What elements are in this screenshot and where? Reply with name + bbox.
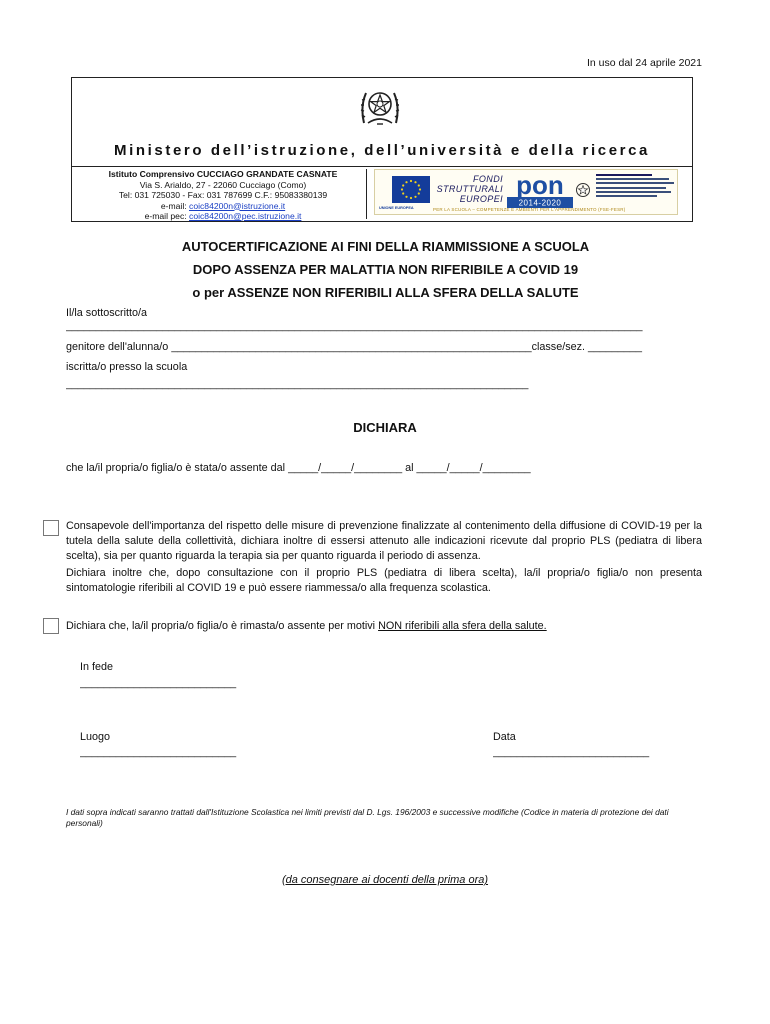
pon-years: 2014-2020	[518, 198, 562, 208]
eu-flag-icon	[392, 176, 430, 203]
parent-label: genitore dell'alunna/o	[66, 341, 172, 353]
title-line-2: DOPO ASSENZA PER MALATTIA NON RIFERIBILE A COVID 19	[192, 262, 579, 277]
school-pec-row	[80, 211, 366, 222]
option-medical-checkbox[interactable]	[43, 520, 59, 536]
undersigned-label: Il/la sottoscritto/a	[66, 307, 148, 319]
option-medical-paragraph-2: Dichiara inoltre che, dopo consultazione con il proprio PLS (pediatra di libera scelta), la/il propria/o figlia/o non presenta sintomatologie riferibili al COVID 19 e può essere riammessa/o alla frequenza scolastica.	[66, 567, 702, 594]
place-input-line[interactable]: __________________________	[80, 746, 237, 758]
privacy-note: I dati sopra indicati saranno trattati dall'Istituzione Scolastica nei limiti previsti dal D. Lgs. 196/2003 e successive modifiche (Codice in materia di protezione dei dati personali)	[66, 807, 669, 828]
data-label: Data	[493, 731, 516, 743]
signature-input-line[interactable]: __________________________	[80, 677, 237, 689]
school-info	[80, 169, 367, 219]
option-non-health-text	[66, 619, 702, 634]
parent-row	[66, 341, 702, 353]
luogo-label: Luogo	[80, 731, 111, 743]
school-name: Istituto Comprensivo CUCCIAGO GRANDATE CASNATE	[108, 169, 338, 179]
pupil-name-input-line[interactable]: ____________________________________________________________	[171, 341, 532, 353]
republic-emblem-small-icon	[575, 182, 591, 198]
ministry-title: Ministero dell’istruzione, dell’università e della ricerca	[114, 142, 650, 159]
declaration-heading: DICHIARA	[353, 420, 417, 435]
in-fede-label: In fede	[80, 661, 114, 673]
pon-funding-banner	[374, 169, 678, 215]
letterhead-box	[71, 77, 693, 222]
delivery-note: (da consegnare ai docenti della prima ora)	[281, 874, 489, 886]
date-input-line[interactable]: __________________________	[493, 746, 650, 758]
class-label: classe/sez.	[531, 341, 589, 353]
pec-label: e-mail pec:	[144, 211, 190, 221]
school-pec-link[interactable]: coic84200n@pec.istruzione.it	[189, 211, 302, 221]
enrolled-label: iscritta/o presso la scuola	[66, 361, 188, 373]
miur-text-mark	[596, 174, 674, 199]
header-divider	[72, 166, 692, 167]
fondi-line-3: EUROPEI	[459, 194, 503, 204]
school-address: Via S. Arialdo, 27 - 22060 Cucciago (Como)	[139, 179, 307, 190]
class-input-line[interactable]: _________	[588, 341, 643, 353]
option-non-health-prefix: Dichiara che, la/il propria/o figlia/o è rimasta/o assente per motivi	[66, 620, 379, 632]
school-phone: Tel: 031 725030 - Fax: 031 787699 C.F.: 95083380139	[118, 190, 328, 200]
school-email-row	[80, 201, 366, 212]
absence-dates-line[interactable]: che la/il propria/o figlia/o è stata/o assente dal _____/_____/________ al _____/_____/________	[66, 462, 531, 474]
email-label: e-mail:	[160, 200, 190, 211]
pon-logo-icon	[507, 172, 573, 208]
school-email-link[interactable]: coic84200n@istruzione.it	[189, 200, 286, 211]
option-non-health-checkbox[interactable]	[43, 618, 59, 634]
usage-date-note: In uso dal 24 aprile 2021	[586, 57, 702, 69]
option-medical-paragraph-1: Consapevole dell'importanza del rispetto delle misure di prevenzione finalizzate al contenimento della diffusione di COVID-19 per la tutela della salute della collettività, dichiara inoltre di essersi attenuto alle indicazioni ricevute dal proprio PLS (pediatra di libera scelta), sia per quanto riguarda la terapia sia per quanto riguarda il periodo di assenza.	[66, 520, 702, 562]
school-input-line[interactable]: _____________________________________________________________________________	[66, 378, 529, 390]
fondi-line-1: FONDI	[473, 174, 503, 184]
fondi-strutturali-logo	[433, 174, 503, 204]
undersigned-input-line[interactable]: ________________________________________________________________________________________________	[66, 320, 643, 332]
banner-footer-mark: PER LA SCUOLA – COMPETENZE E AMBIENTI PER L'APPRENDIMENTO (FSE-FESR)	[433, 207, 626, 212]
fondi-line-2: STRUTTURALI	[436, 184, 503, 194]
italian-republic-emblem-icon	[360, 83, 400, 127]
title-line-1: AUTOCERTIFICAZIONE AI FINI DELLA RIAMMISSIONE A SCUOLA	[181, 239, 590, 254]
pon-word: pon	[516, 172, 564, 200]
eu-caption-mark: UNIONE EUROPEA	[379, 206, 414, 210]
option-non-health-underlined: NON riferibili alla sfera della salute.	[378, 620, 547, 632]
title-line-3: o per ASSENZE NON RIFERIBILI ALLA SFERA DELLA SALUTE	[192, 285, 579, 300]
